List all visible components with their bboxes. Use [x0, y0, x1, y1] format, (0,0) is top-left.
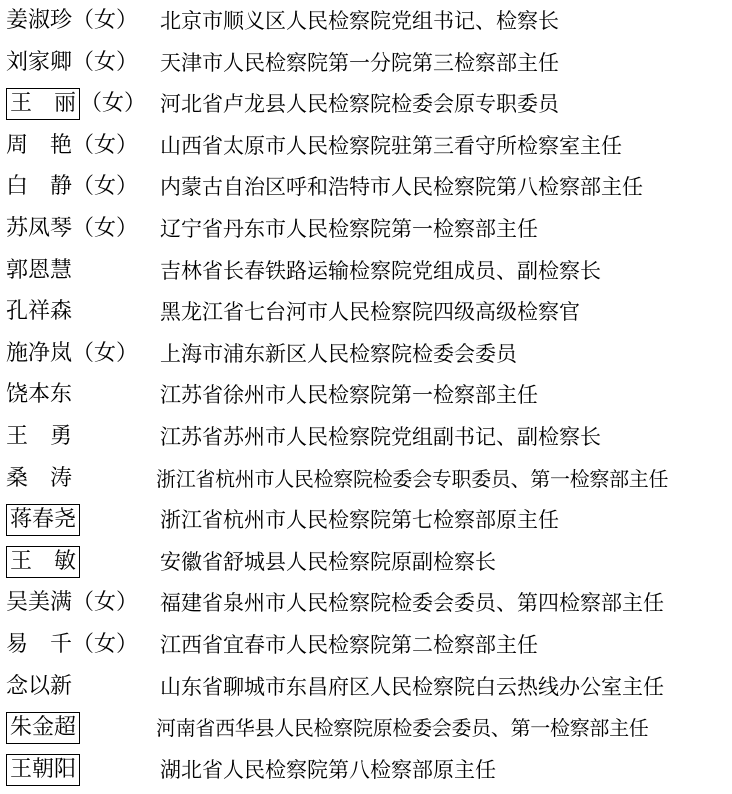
name-cell	[6, 503, 80, 537]
name-cell	[6, 462, 72, 496]
position-title: 北京市顺义区人民检察院党组书记、检察长	[160, 9, 559, 33]
name-cell	[6, 586, 138, 620]
list-item	[0, 374, 732, 416]
list-item	[0, 458, 732, 500]
person-name: 王 勇	[6, 424, 73, 449]
gender-note: （女）	[72, 49, 139, 75]
position-title: 江西省宜春市人民检察院第二检察部主任	[160, 633, 538, 657]
name-cell	[6, 711, 80, 745]
person-name-boxed: 蒋春尧	[6, 504, 80, 536]
person-name: 念以新	[6, 673, 73, 699]
person-name: 郭恩慧	[6, 257, 73, 283]
list-item	[0, 416, 732, 458]
position-title: 辽宁省丹东市人民检察院第一检察部主任	[160, 217, 538, 241]
position-title: 福建省泉州市人民检察院检委会委员、第四检察部主任	[160, 591, 664, 616]
gender-note: （女）	[72, 590, 139, 616]
list-item	[0, 333, 732, 375]
gender-note: （女）	[72, 174, 139, 200]
position-title: 浙江省杭州市人民检察院检委会专职委员、第一检察部主任	[156, 466, 669, 491]
list-item	[0, 666, 732, 708]
list-item	[0, 125, 732, 167]
name-cell	[6, 545, 80, 579]
name-cell	[6, 254, 72, 288]
list-item	[0, 291, 732, 333]
person-name: 孔祥森	[6, 299, 73, 325]
list-item	[0, 582, 732, 624]
gender-note: （女）	[72, 216, 139, 241]
position-title: 江苏省苏州市人民检察院党组副书记、副检察长	[160, 425, 601, 449]
list-item	[0, 707, 732, 749]
gender-note: （女）	[72, 132, 139, 158]
position-title: 江苏省徐州市人民检察院第一检察部主任	[160, 383, 538, 408]
list-item	[0, 0, 732, 42]
name-cell	[6, 337, 138, 371]
position-title: 吉林省长春铁路运输检察院党组成员、副检察长	[160, 258, 601, 283]
position-title: 内蒙古自治区呼和浩特市人民检察院第八检察部主任	[160, 175, 643, 200]
person-name-boxed: 朱金超	[6, 712, 80, 744]
name-cell	[6, 4, 138, 38]
name-cell	[6, 87, 146, 121]
gender-note: （女）	[80, 91, 147, 117]
person-name-boxed: 王 敏	[6, 546, 80, 578]
list-item	[0, 42, 732, 84]
person-name: 饶本东	[6, 382, 73, 408]
position-title: 山东省聊城市东昌府区人民检察院白云热线办公室主任	[160, 674, 664, 699]
person-name: 姜淑珍	[6, 8, 73, 33]
position-title: 天津市人民检察院第一分院第三检察部主任	[160, 50, 559, 75]
person-name: 易 千	[6, 632, 73, 657]
position-title: 山西省太原市人民检察院驻第三看守所检察室主任	[160, 133, 622, 158]
name-cell	[6, 170, 138, 204]
person-name: 周 艳	[6, 132, 73, 158]
name-cell	[6, 295, 72, 329]
person-name-boxed: 王 丽	[6, 88, 80, 120]
list-item	[0, 499, 732, 541]
position-title: 安徽省舒城县人民检察院原副检察长	[160, 549, 496, 574]
position-title: 湖北省人民检察院第八检察部原主任	[160, 757, 496, 782]
gender-note: （女）	[72, 632, 139, 657]
list-item	[0, 749, 732, 791]
name-cell	[6, 46, 138, 80]
gender-note: （女）	[72, 8, 139, 33]
list-item	[0, 83, 732, 125]
list-item	[0, 166, 732, 208]
name-cell	[6, 129, 138, 163]
list-item	[0, 541, 732, 583]
position-title: 上海市浦东新区人民检察院检委会委员	[160, 341, 517, 366]
person-name-boxed: 王朝阳	[6, 754, 80, 786]
position-title: 黑龙江省七台河市人民检察院四级高级检察官	[160, 300, 580, 325]
name-cell	[6, 212, 138, 246]
list-item	[0, 208, 732, 250]
name-cell	[6, 420, 72, 454]
gender-note: （女）	[72, 340, 139, 366]
list-item	[0, 624, 732, 666]
name-cell	[6, 753, 80, 787]
person-name: 苏凤琴	[6, 216, 73, 241]
person-name: 施净岚	[6, 340, 73, 366]
position-title: 河南省西华县人民检察院原检委会委员、第一检察部主任	[156, 716, 649, 741]
name-cell	[6, 378, 72, 412]
person-name: 桑 涛	[6, 465, 73, 491]
person-name: 刘家卿	[6, 49, 73, 75]
list-item	[0, 250, 732, 292]
person-name: 吴美满	[6, 590, 73, 616]
position-title: 河北省卢龙县人民检察院检委会原专职委员	[160, 92, 559, 117]
person-name: 白 静	[6, 174, 73, 200]
name-cell	[6, 628, 138, 662]
name-cell	[6, 670, 72, 704]
position-title: 浙江省杭州市人民检察院第七检察部原主任	[160, 508, 559, 533]
